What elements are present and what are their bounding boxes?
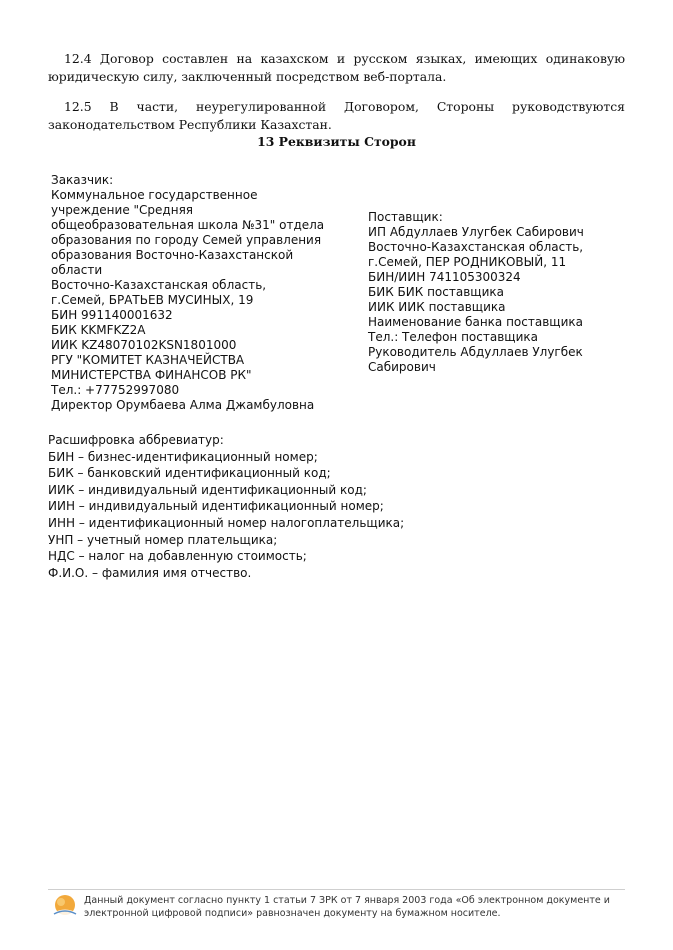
customer-line: БИК KKMFKZ2A [51, 323, 146, 337]
customer-line: Тел.: +77752997080 [51, 383, 180, 397]
customer-line: МИНИСТЕРСТВА ФИНАНСОВ РК" [51, 368, 252, 382]
abbreviation-item: БИК – банковский идентификационный код; [48, 466, 331, 481]
customer-line: образования Восточно-Казахстанской [51, 248, 294, 262]
footer-note [84, 894, 624, 920]
egov-sun-logo-icon [51, 894, 79, 920]
supplier-line: Наименование банка поставщика [368, 315, 583, 329]
customer-line: образования по городу Семей управления [51, 233, 322, 247]
customer-line: БИН 991140001632 [51, 308, 173, 322]
clause-12-4: 12.4 Договор составлен на казахском и русском языках, имеющих одинаковую юридическую силу, заключенный посредством веб-портала. [48, 51, 625, 84]
supplier-line: Руководитель Абдуллаев Улугбек [368, 345, 583, 359]
section-title: 13 Реквизиты Сторон [257, 134, 416, 149]
customer-line: РГУ "КОМИТЕТ КАЗНАЧЕЙСТВА [51, 353, 245, 367]
customer-details [51, 173, 324, 413]
supplier-line: Сабирович [368, 360, 436, 374]
abbreviation-item: ИИН – индивидуальный идентификационный номер; [48, 499, 384, 514]
footer-line: электронной цифровой подписи» равнозначен документу на бумажном носителе. [84, 908, 501, 919]
customer-line: Заказчик: [51, 173, 114, 187]
supplier-line: Поставщик: [368, 210, 443, 224]
supplier-line: БИК БИК поставщика [368, 285, 504, 299]
supplier-line: ИИК ИИК поставщика [368, 300, 506, 314]
abbreviations-heading: Расшифровка аббревиатур: [48, 433, 224, 447]
supplier-details [368, 210, 584, 375]
abbreviations-list [48, 432, 404, 581]
abbreviation-item: НДС – налог на добавленную стоимость; [48, 549, 307, 564]
supplier-line: г.Семей, ПЕР РОДНИКОВЫЙ, 11 [368, 255, 567, 269]
abbreviation-item: ИНН – идентификационный номер налогоплательщика; [48, 515, 405, 530]
supplier-line: ИП Абдуллаев Улугбек Сабирович [368, 225, 584, 239]
supplier-line: Тел.: Телефон поставщика [368, 330, 538, 344]
footer-line: Данный документ согласно пункту 1 статьи 7 ЗРК от 7 января 2003 года «Об электронном документе и [84, 895, 610, 906]
abbreviation-item: БИН – бизнес-идентификационный номер; [48, 449, 318, 464]
customer-line: Коммунальное государственное [51, 188, 258, 202]
supplier-line: Восточно-Казахстанская область, [368, 240, 584, 254]
clause-12-5: 12.5 В части, неурегулированной Договором, Стороны руководствуются законодательством Республики Казахстан. [48, 99, 625, 132]
footer-divider [48, 889, 625, 890]
abbreviation-item: ИИК – индивидуальный идентификационный код; [48, 482, 367, 497]
customer-line: учреждение "Средняя [51, 203, 194, 217]
customer-line: Восточно-Казахстанская область, [51, 278, 267, 292]
customer-line: Директор Орумбаева Алма Джамбуловна [51, 398, 315, 412]
abbreviation-item: УНП – учетный номер плательщика; [48, 532, 278, 547]
customer-line: общеобразовательная школа №31" отдела [51, 218, 325, 232]
customer-line: г.Семей, БРАТЬЕВ МУСИНЫХ, 19 [51, 293, 254, 307]
customer-line: ИИК KZ48070102KSN1801000 [51, 338, 237, 352]
supplier-line: БИН/ИИН 741105300324 [368, 270, 521, 284]
customer-line: области [51, 263, 103, 277]
abbreviation-item: Ф.И.О. – фамилия имя отчество. [48, 565, 252, 580]
